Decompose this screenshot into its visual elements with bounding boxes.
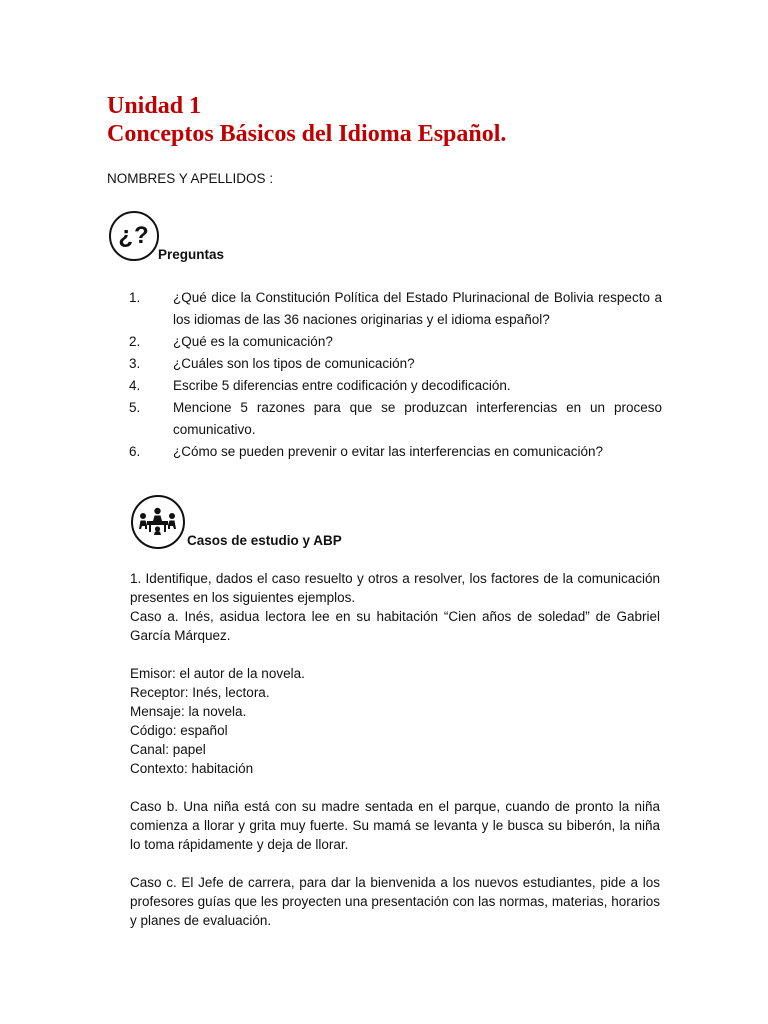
case-b: Caso b. Una niña está con su madre sentada en el parque, cuando de pronto la niña comienza a llorar y grita muy fuerte. Su mamá se levanta y le busca su biberón, la niña lo toma rápidamente y deja de llorar. bbox=[130, 799, 660, 852]
item-text: ¿Qué es la comunicación? bbox=[173, 334, 333, 349]
item-text: ¿Cuáles son los tipos de comunicación? bbox=[173, 356, 415, 371]
cases-intro: 1. Identifique, dados el caso resuelto y otros a resolver, los factores de la comunicación presentes en los siguientes ejemplos. bbox=[130, 571, 660, 605]
questions-list bbox=[107, 287, 662, 463]
factor-mensaje: Mensaje: la novela. bbox=[130, 704, 247, 719]
names-label: NOMBRES Y APELLIDOS : bbox=[107, 171, 274, 186]
list-item bbox=[107, 287, 662, 331]
questions-heading: Preguntas bbox=[158, 247, 225, 262]
list-item bbox=[107, 353, 662, 375]
group-meeting-icon bbox=[131, 495, 185, 549]
list-item bbox=[107, 397, 662, 441]
question-glyph: ¿? bbox=[118, 222, 150, 249]
item-number: 2. bbox=[129, 334, 141, 349]
factor-contexto: Contexto: habitación bbox=[130, 761, 254, 776]
item-number: 3. bbox=[129, 356, 141, 371]
item-number: 4. bbox=[129, 378, 141, 393]
item-text: ¿Cómo se pueden prevenir o evitar las interferencias en comunicación? bbox=[173, 444, 603, 459]
group-meeting-glyph bbox=[133, 497, 182, 546]
list-item bbox=[107, 441, 662, 463]
case-a: Caso a. Inés, asidua lectora lee en su habitación “Cien años de soledad” de Gabriel García Márquez. bbox=[130, 609, 660, 643]
factor-canal: Canal: papel bbox=[130, 742, 206, 757]
question-icon bbox=[109, 211, 159, 261]
item-number: 6. bbox=[129, 444, 141, 459]
item-text: ¿Qué dice la Constitución Política del Estado Plurinacional de Bolivia respecto a los idiomas de las 36 naciones originarias y el idioma español? bbox=[173, 290, 662, 327]
factor-receptor: Receptor: Inés, lectora. bbox=[130, 685, 270, 700]
page-title: Conceptos Básicos del Idioma Español. bbox=[107, 121, 507, 147]
cases-heading: Casos de estudio y ABP bbox=[187, 533, 342, 548]
case-c: Caso c. El Jefe de carrera, para dar la bienvenida a los nuevos estudiantes, pide a los profesores guías que les proyecten una presentación con las normas, materias, horarios y planes de evaluación. bbox=[130, 875, 660, 928]
list-item bbox=[107, 375, 662, 397]
list-item bbox=[107, 331, 662, 353]
factor-emisor: Emisor: el autor de la novela. bbox=[130, 666, 305, 681]
unit-title: Unidad 1 bbox=[107, 93, 202, 119]
item-text: Escribe 5 diferencias entre codificación y decodificación. bbox=[173, 378, 511, 393]
item-text: Mencione 5 razones para que se produzcan interferencias en un proceso comunicativo. bbox=[173, 400, 662, 437]
factor-codigo: Código: español bbox=[130, 723, 228, 738]
item-number: 1. bbox=[129, 290, 141, 305]
item-number: 5. bbox=[129, 400, 141, 415]
